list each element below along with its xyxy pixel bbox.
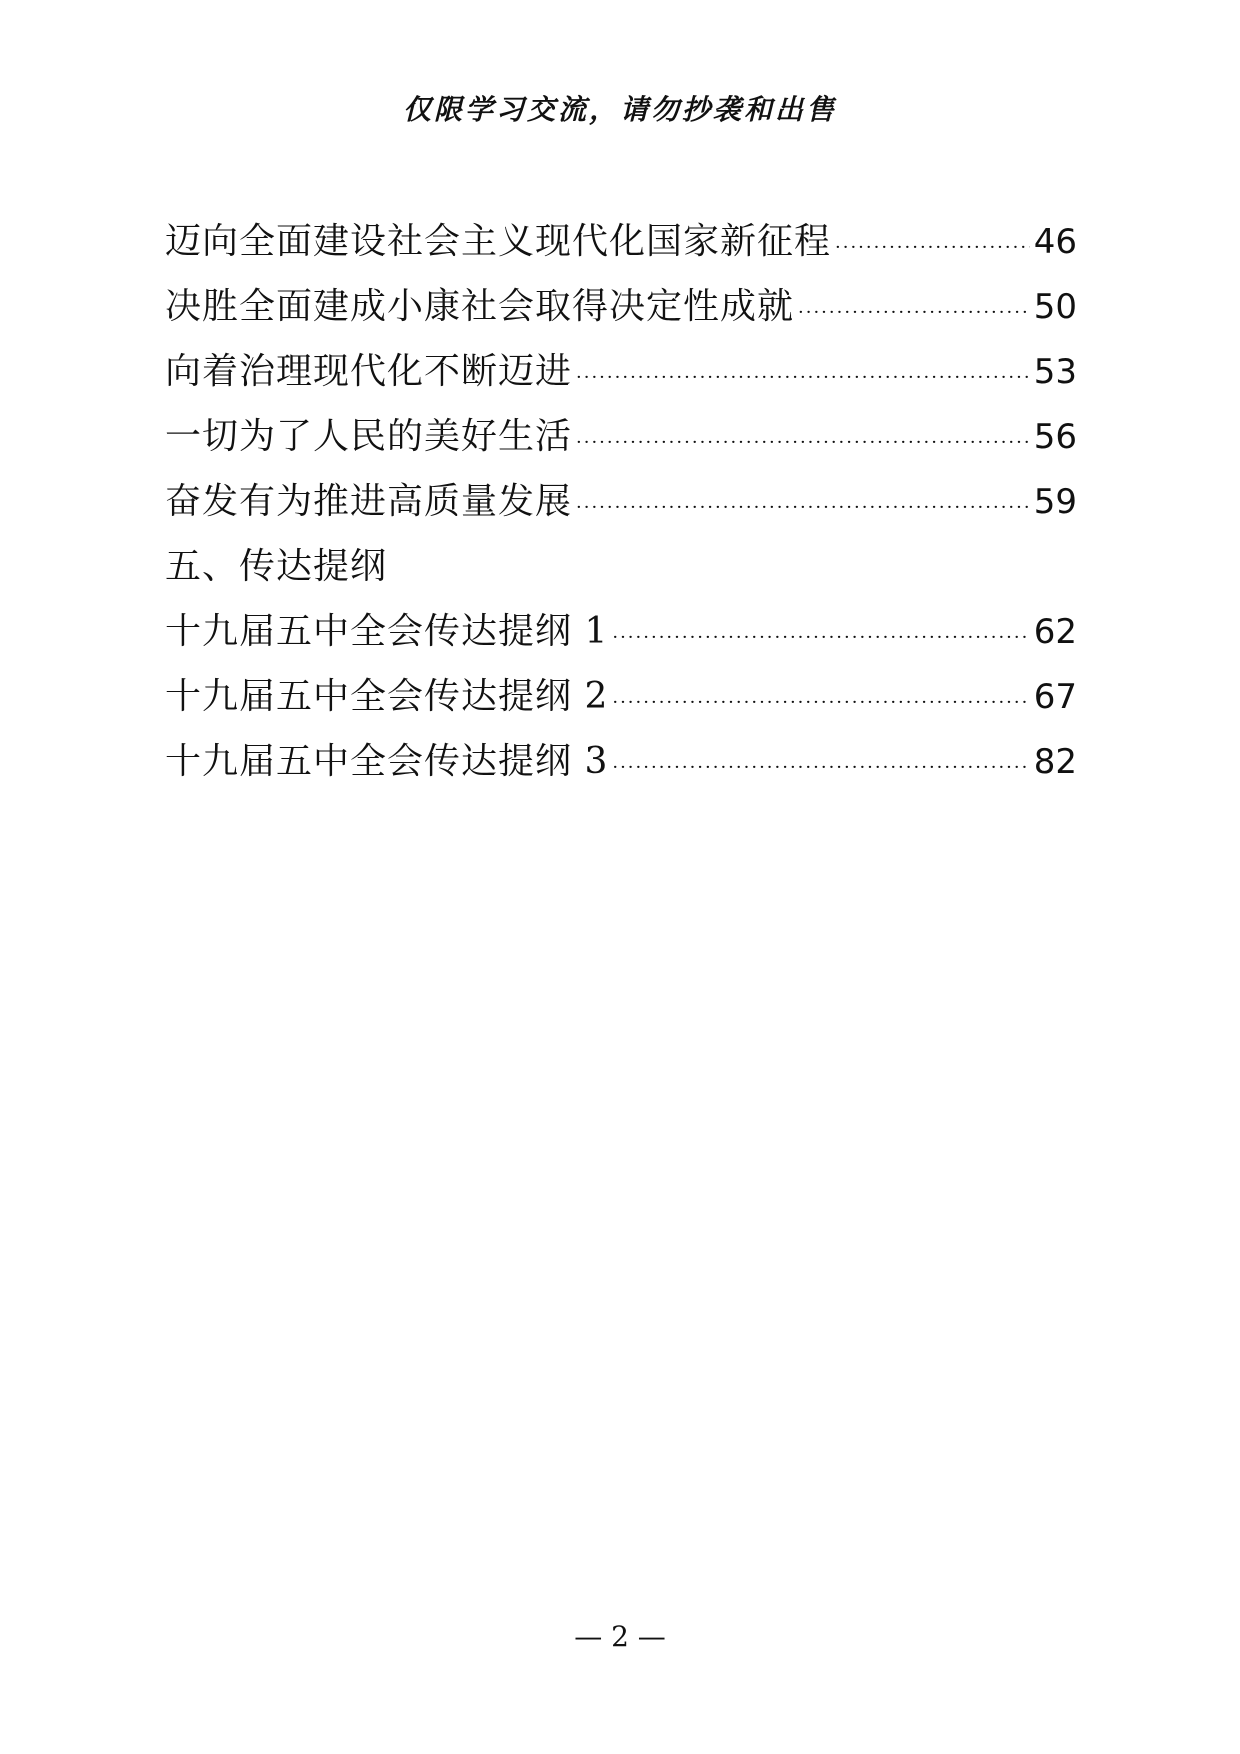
toc-entry[interactable] [165,740,1077,805]
toc-entry-page: 67 [1033,677,1077,717]
toc-entry-title: 决胜全面建成小康社会取得决定性成就 [165,286,795,327]
toc-entry[interactable] [165,350,1077,415]
toc-entry-page: 59 [1033,482,1077,522]
table-of-contents [165,220,1077,805]
toc-entry[interactable] [165,480,1077,545]
toc-dot-leader [612,746,1029,790]
toc-section-heading [165,545,1077,610]
toc-entry-title: 十九届五中全会传达提纲 2 [165,676,609,717]
toc-dot-leader [835,226,1030,270]
toc-dot-leader [612,616,1029,660]
toc-entry-page: 53 [1033,352,1077,392]
toc-entry[interactable] [165,610,1077,675]
toc-entry[interactable] [165,220,1077,285]
page-header-notice: 仅限学习交流，请勿抄袭和出售 [402,93,837,126]
toc-entry-page: 82 [1033,742,1077,782]
toc-dot-leader [798,291,1030,335]
toc-section-title: 五、传达提纲 [165,546,388,587]
toc-entry-title: 十九届五中全会传达提纲 3 [165,741,609,782]
toc-entry-title: 向着治理现代化不断迈进 [165,351,573,392]
toc-entry-page: 46 [1033,222,1077,262]
toc-entry[interactable] [165,675,1077,740]
toc-dot-leader [576,356,1030,400]
toc-entry-title: 奋发有为推进高质量发展 [165,481,573,522]
toc-entry[interactable] [165,415,1077,480]
toc-entry-page: 62 [1033,612,1077,652]
toc-entry-page: 50 [1033,287,1077,327]
page-number: — 2 — [574,1620,666,1653]
toc-entry-page: 56 [1033,417,1077,457]
toc-dot-leader [576,486,1030,530]
toc-entry-title: 一切为了人民的美好生活 [165,416,573,457]
toc-entry-title: 十九届五中全会传达提纲 1 [165,611,609,652]
toc-entry-title: 迈向全面建设社会主义现代化国家新征程 [165,221,832,262]
toc-dot-leader [576,421,1030,465]
toc-dot-leader [612,681,1029,725]
toc-entry[interactable] [165,285,1077,350]
